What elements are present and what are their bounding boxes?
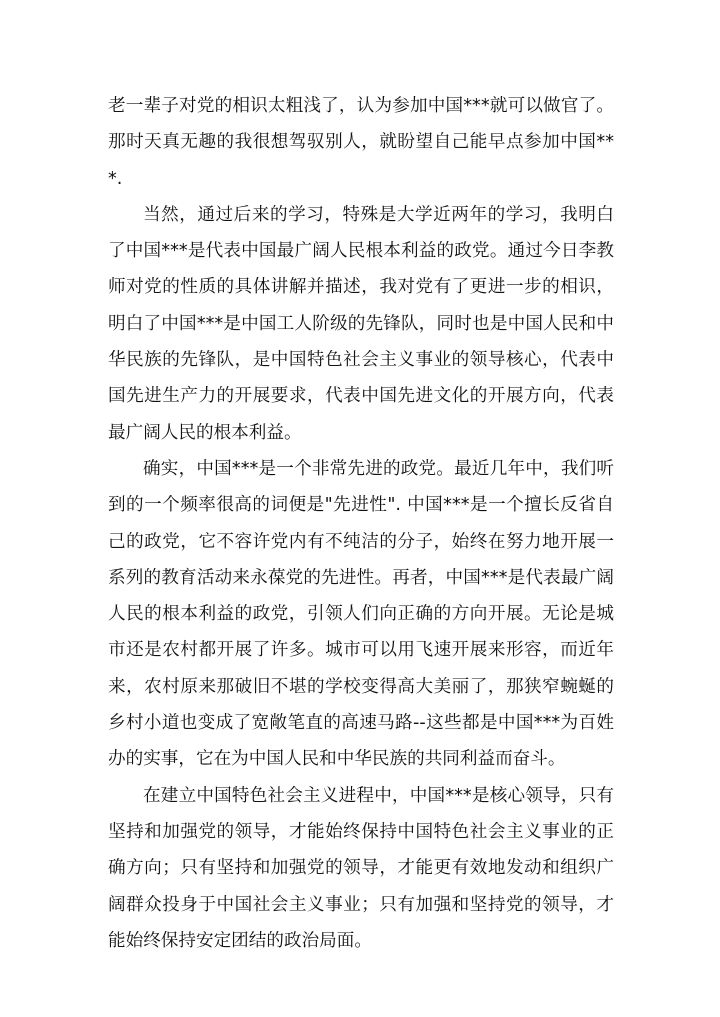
document-body	[108, 88, 614, 959]
paragraph-3: 确实，中国***是一个非常先进的政党。最近几年中，我们听到的一个频率很高的词便是"先进性". 中国***是一个擅长反省自己的政党，它不容许党内有不纯洁的分子，始终在努力地开展一系列的教育活动来永葆党的先进性。再者，中国***是代表最广阔人民的根本利益的政党，引领人们向正确的方向开展。无论是城市还是农村都开展了许多。城市可以用飞速开展来形容，而近年来，农村原来那破旧不堪的学校变得高大美丽了，那狭窄蜿蜒的乡村小道也变成了宽敞笔直的高速马路--这些都是中国***为百姓办的实事，它在为中国人民和中华民族的共同利益而奋斗。	[108, 458, 614, 770]
paragraph-4: 在建立中国特色社会主义进程中，中国***是核心领导，只有坚持和加强党的领导，才能始终保持中国特色社会主义事业的正确方向；只有坚持和加强党的领导，才能更有效地发动和组织广阔群众投身于中国社会主义事业；只有加强和坚持党的领导，才能始终保持安定团结的政治局面。	[108, 785, 614, 951]
paragraph-1: 老一辈子对党的相识太粗浅了，认为参加中国***就可以做官了。那时天真无趣的我很想驾驭别人，就盼望自己能早点参加中国***.	[108, 96, 614, 189]
paragraph-2: 当然，通过后来的学习，特殊是大学近两年的学习，我明白了中国***是代表中国最广阔人民根本利益的政党。通过今日李教师对党的性质的具体讲解并描述，我对党有了更进一步的相识，明白了中国***是中国工人阶级的先锋队，同时也是中国人民和中华民族的先锋队，是中国特色社会主义事业的领导核心，代表中国先进生产力的开展要求，代表中国先进文化的开展方向，代表最广阔人民的根本利益。	[108, 204, 614, 443]
